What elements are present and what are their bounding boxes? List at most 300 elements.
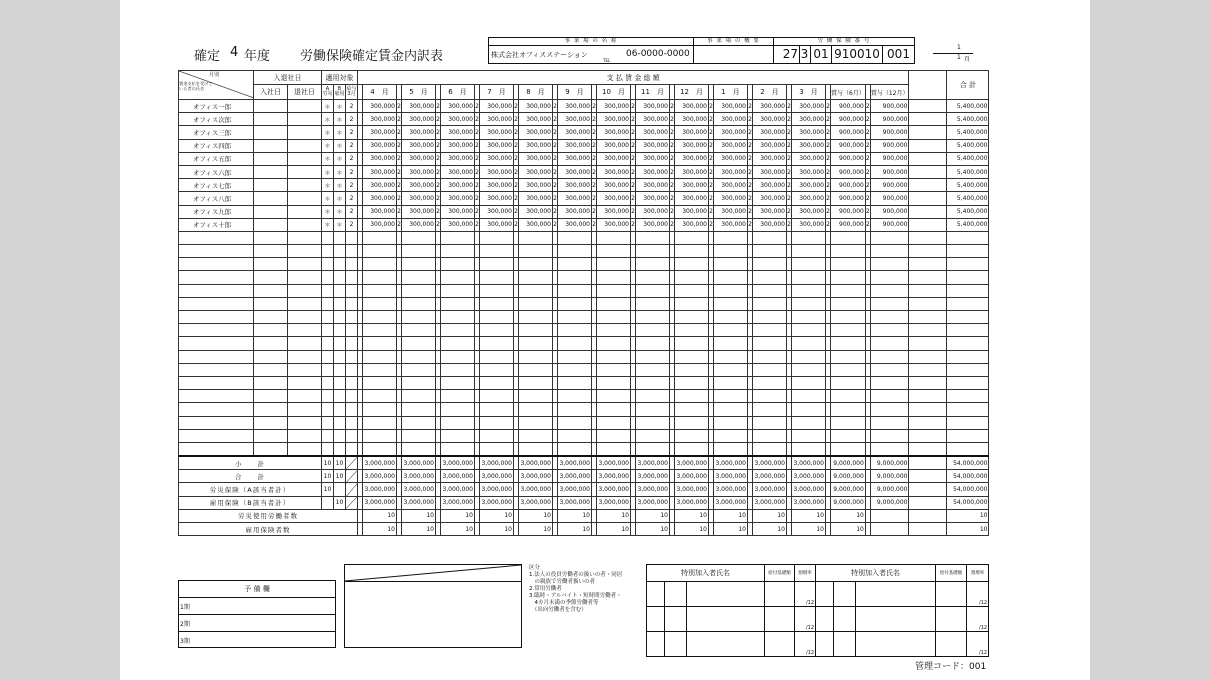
amount-cell [480,376,514,389]
table-row [179,139,989,152]
employee-name [179,376,254,389]
amount-cell: 300,000 [792,179,826,192]
category-flag: 2 [787,152,792,165]
amount-cell: 300,000 [402,139,436,152]
b-mark: ＊ [334,205,346,218]
wage-table [178,70,989,536]
amount-cell: 300,000 [597,100,631,113]
amount-cell: 300,000 [558,192,592,205]
c-mark [346,284,358,297]
notes-title: 区分 [529,565,541,571]
entry-date [254,390,288,403]
category-flag: 2 [865,179,870,192]
category-flag: 2 [397,192,402,205]
table-row [179,284,989,297]
c-mark: 2 [346,192,358,205]
c-mark: 2 [346,218,358,231]
amount-cell: 300,000 [441,152,475,165]
summary-total: 54,000,000 [947,470,989,483]
a-mark [322,311,334,324]
summary-amount: 3,000,000 [792,456,826,470]
special-rate-header: 割増率 [795,565,816,582]
category-flag: 2 [397,165,402,178]
employee-name [179,271,254,284]
reserve-divider [179,631,335,632]
category-flag: 2 [631,126,636,139]
amount-cell [636,442,670,456]
category-flag: 2 [748,100,753,113]
summary-label: 合 計 [179,470,322,483]
amount-cell [675,376,709,389]
amount-cell: 300,000 [402,165,436,178]
category-flag: 2 [865,100,870,113]
amount-cell [636,311,670,324]
summary-diag [346,456,358,470]
amount-cell [675,337,709,350]
category-flag: 2 [475,100,480,113]
page-unit: 頁 [964,56,971,63]
amount-cell: 300,000 [714,100,748,113]
amount-cell [480,297,514,310]
category-flag: 2 [709,205,714,218]
amount-cell [519,337,553,350]
a-mark [322,403,334,416]
category-flag: 2 [787,139,792,152]
spacer-cell [909,113,947,126]
summary-amount: 9,000,000 [870,470,909,483]
row-total [947,324,989,337]
a-mark: ＊ [322,165,334,178]
notes-line: 2.常用労働者 [529,586,562,592]
spacer-cell [909,231,947,244]
amount-cell [402,231,436,244]
c-mark [346,311,358,324]
rate-per12: /12 [795,607,816,632]
category-flag: 2 [670,139,675,152]
month-header: 3 月 [792,85,826,100]
summary-label: 労災保険（A該当者計） [179,483,322,496]
summary-amount: 3,000,000 [597,456,631,470]
summary-amount: 9,000,000 [870,496,909,509]
exit-date [288,139,322,152]
summary-amount: 3,000,000 [792,470,826,483]
category-flag: 2 [514,126,519,139]
b-mark: ＊ [334,126,346,139]
exit-date [288,179,322,192]
amount-cell: 300,000 [480,218,514,231]
table-row [179,297,989,310]
summary-amount: 3,000,000 [636,470,670,483]
row-total [947,403,989,416]
category-flag: 2 [826,152,831,165]
count-total: 10 [947,509,989,522]
entry-date [254,376,288,389]
amount-cell [597,350,631,363]
apply-header: 適用対象 [322,71,358,85]
count-value: 10 [753,509,787,522]
amount-cell [558,416,592,429]
category-flag: 2 [436,100,441,113]
count-value: 10 [792,509,826,522]
amount-cell [402,258,436,271]
summary-amount: 9,000,000 [831,456,866,470]
entry-date [254,218,288,231]
amount-cell [675,245,709,258]
amount-cell [597,442,631,456]
amount-cell [714,376,748,389]
amount-cell: 300,000 [753,139,787,152]
b-header: B 雇用 [334,85,346,100]
amount-cell [363,311,397,324]
category-flag: 2 [631,205,636,218]
exit-date [288,376,322,389]
amount-cell [441,324,475,337]
category-flag: 2 [592,205,597,218]
entry-date [254,284,288,297]
amount-cell: 300,000 [519,126,553,139]
entry-date [254,205,288,218]
amount-cell [597,376,631,389]
amount-cell: 300,000 [519,192,553,205]
count-row [179,523,989,536]
summary-amount: 3,000,000 [753,456,787,470]
summary-amount: 3,000,000 [441,483,475,496]
amount-cell [402,297,436,310]
amount-cell [831,403,866,416]
employee-name [179,324,254,337]
amount-cell: 300,000 [363,139,397,152]
amount-cell: 300,000 [792,139,826,152]
a-mark [322,258,334,271]
office-name: 株式会社オフィスステーション [491,51,588,59]
table-row [179,179,989,192]
a-mark: ＊ [322,113,334,126]
count-value: 10 [675,523,709,536]
row-total: 5,400,000 [947,100,989,113]
amount-cell [558,271,592,284]
row-total [947,258,989,271]
amount-cell [441,429,475,442]
category-flag: 2 [592,139,597,152]
amount-cell: 300,000 [480,205,514,218]
amount-cell [675,258,709,271]
category-flag: 2 [514,218,519,231]
spacer-cell [909,100,947,113]
category-notes [529,565,622,614]
b-mark: ＊ [334,152,346,165]
amount-cell [363,442,397,456]
amount-cell [831,350,866,363]
summary-amount: 3,000,000 [519,456,553,470]
summary-amount: 3,000,000 [519,496,553,509]
category-flag: 2 [826,179,831,192]
category-flag: 2 [709,100,714,113]
c-mark: 2 [346,126,358,139]
amount-cell: 300,000 [402,205,436,218]
amount-cell [480,442,514,456]
c-mark [346,245,358,258]
entry-date [254,165,288,178]
count-value: 10 [753,523,787,536]
row-total [947,442,989,456]
summary-amount: 3,000,000 [675,456,709,470]
count-row [179,509,989,522]
category-flag: 2 [592,192,597,205]
summary-amount: 3,000,000 [558,496,592,509]
amount-cell: 300,000 [597,179,631,192]
category-flag: 2 [631,152,636,165]
rate-per12: /12 [967,632,989,657]
amount-cell [558,376,592,389]
rate-per12: /12 [967,582,989,607]
notes-line: 1.法人の役員労働者の扱いの者・同居 [529,572,623,578]
row-total [947,297,989,310]
table-row [179,390,989,403]
employee-name [179,258,254,271]
amount-cell [441,245,475,258]
row-total [947,245,989,258]
amount-cell [480,390,514,403]
amount-cell [519,416,553,429]
spacer-cell [909,126,947,139]
employee-name [179,363,254,376]
amount-cell: 300,000 [675,100,709,113]
table-row [179,205,989,218]
count-value: 10 [363,523,397,536]
summary-amount: 9,000,000 [831,483,866,496]
amount-cell: 300,000 [597,165,631,178]
summary-total: 54,000,000 [947,456,989,470]
summary-a: 10 [322,483,334,496]
category-flag: 2 [553,113,558,126]
amount-cell: 300,000 [636,113,670,126]
c-mark [346,390,358,403]
amount-cell [792,403,826,416]
summary-amount: 9,000,000 [831,496,866,509]
category-flag: 2 [553,139,558,152]
spacer-cell [909,483,947,496]
category-flag: 2 [670,179,675,192]
amount-cell: 300,000 [753,113,787,126]
category-flag: 2 [397,205,402,218]
category-flag: 2 [592,179,597,192]
table-row [179,100,989,113]
amount-cell: 300,000 [480,126,514,139]
amount-cell: 300,000 [558,139,592,152]
a-mark: ＊ [322,179,334,192]
summary-label: 雇用保険（B該当者計） [179,496,322,509]
amount-cell: 300,000 [636,152,670,165]
summary-amount: 3,000,000 [441,470,475,483]
table-row [179,363,989,376]
amount-cell: 300,000 [753,179,787,192]
summary-amount: 3,000,000 [636,483,670,496]
amount-cell [831,429,866,442]
amount-cell: 900,000 [870,139,909,152]
amount-cell: 300,000 [363,218,397,231]
notes-line: 3.臨時・アルバイト・短時間労働者・ [529,593,622,599]
amount-cell [792,416,826,429]
amount-cell: 900,000 [870,179,909,192]
amount-cell [675,324,709,337]
blank-box [344,564,522,648]
c-mark [346,350,358,363]
c-header: 給与 3月 [346,85,358,100]
amount-cell: 300,000 [402,113,436,126]
amount-cell [363,350,397,363]
row-total: 5,400,000 [947,179,989,192]
amount-cell [597,337,631,350]
spacer-cell [909,324,947,337]
summary-total: 54,000,000 [947,483,989,496]
category-flag: 2 [631,100,636,113]
row-total [947,363,989,376]
a-mark: ＊ [322,139,334,152]
entry-date [254,245,288,258]
amount-cell: 300,000 [519,165,553,178]
entry-date [254,363,288,376]
row-total [947,416,989,429]
amount-cell [792,231,826,244]
amount-cell: 300,000 [792,152,826,165]
amount-cell: 300,000 [597,113,631,126]
amount-cell [363,337,397,350]
entry-date [254,271,288,284]
amount-cell [636,297,670,310]
reserve-title: 予 備 欄 [244,585,270,593]
summary-amount: 3,000,000 [675,470,709,483]
count-value: 10 [831,523,866,536]
spacer-cell [909,456,947,470]
c-mark [346,271,358,284]
amount-cell [402,403,436,416]
c-mark: 2 [346,179,358,192]
amount-cell [753,245,787,258]
amount-cell: 300,000 [558,205,592,218]
amount-cell: 300,000 [792,113,826,126]
amount-cell: 900,000 [831,218,866,231]
table-row [179,311,989,324]
category-flag: 2 [475,165,480,178]
amount-cell: 300,000 [597,126,631,139]
category-flag: 2 [748,165,753,178]
amount-cell [753,390,787,403]
a-mark [322,231,334,244]
row-total [947,271,989,284]
category-flag: 2 [709,179,714,192]
summary-a [322,496,334,509]
table-row [179,337,989,350]
amount-cell: 300,000 [675,165,709,178]
a-mark: ＊ [322,152,334,165]
form-title: 労働保険確定賃金内訳表 [300,49,444,64]
amount-cell [558,350,592,363]
amount-cell [675,429,709,442]
amount-cell [363,258,397,271]
amount-cell [714,245,748,258]
exit-date [288,271,322,284]
category-flag: 2 [592,113,597,126]
row-total: 5,400,000 [947,126,989,139]
amount-cell [753,337,787,350]
amount-cell [831,376,866,389]
category-flag: 2 [631,165,636,178]
exit-date [288,297,322,310]
amount-cell: 900,000 [870,218,909,231]
category-flag: 2 [631,192,636,205]
amount-cell: 300,000 [597,218,631,231]
entry-date [254,152,288,165]
blank-divider [345,581,521,582]
amount-cell: 300,000 [480,139,514,152]
amount-cell [636,271,670,284]
amount-cell [792,429,826,442]
category-flag: 2 [865,218,870,231]
rate-per12: /12 [795,582,816,607]
spacer-cell [909,429,947,442]
b-mark [334,297,346,310]
category-flag: 2 [787,165,792,178]
category-flag: 2 [553,126,558,139]
category-flag: 2 [748,126,753,139]
month-header: 10 月 [597,85,631,100]
amount-cell: 300,000 [441,126,475,139]
exit-date [288,245,322,258]
amount-cell: 300,000 [558,100,592,113]
table-row [179,165,989,178]
amount-cell: 300,000 [441,100,475,113]
amount-cell [792,245,826,258]
entry-date [254,192,288,205]
amount-cell [597,403,631,416]
employee-name [179,416,254,429]
spacer-cell [909,152,947,165]
amount-cell [597,297,631,310]
category-flag: 2 [553,179,558,192]
amount-cell [519,376,553,389]
category-flag: 2 [397,113,402,126]
count-value: 10 [714,523,748,536]
amount-cell [753,271,787,284]
amount-cell [636,403,670,416]
amount-cell [792,337,826,350]
c-mark: 2 [346,165,358,178]
amount-cell [558,311,592,324]
category-flag: 2 [592,126,597,139]
exit-date [288,363,322,376]
amount-cell: 300,000 [792,205,826,218]
amount-cell [402,442,436,456]
amount-cell [441,350,475,363]
amount-cell [519,297,553,310]
category-flag: 2 [436,139,441,152]
category-flag: 2 [865,113,870,126]
amount-cell: 300,000 [363,113,397,126]
amount-cell [714,297,748,310]
amount-cell: 300,000 [675,205,709,218]
spacer-cell [909,442,947,456]
summary-amount: 3,000,000 [402,470,436,483]
spacer-cell [909,245,947,258]
a-mark: ＊ [322,192,334,205]
b-mark: ＊ [334,192,346,205]
count-value: 10 [558,509,592,522]
employee-name [179,442,254,456]
table-row [179,231,989,244]
summary-amount: 3,000,000 [597,470,631,483]
category-flag: 2 [865,192,870,205]
summary-a: 10 [322,456,334,470]
